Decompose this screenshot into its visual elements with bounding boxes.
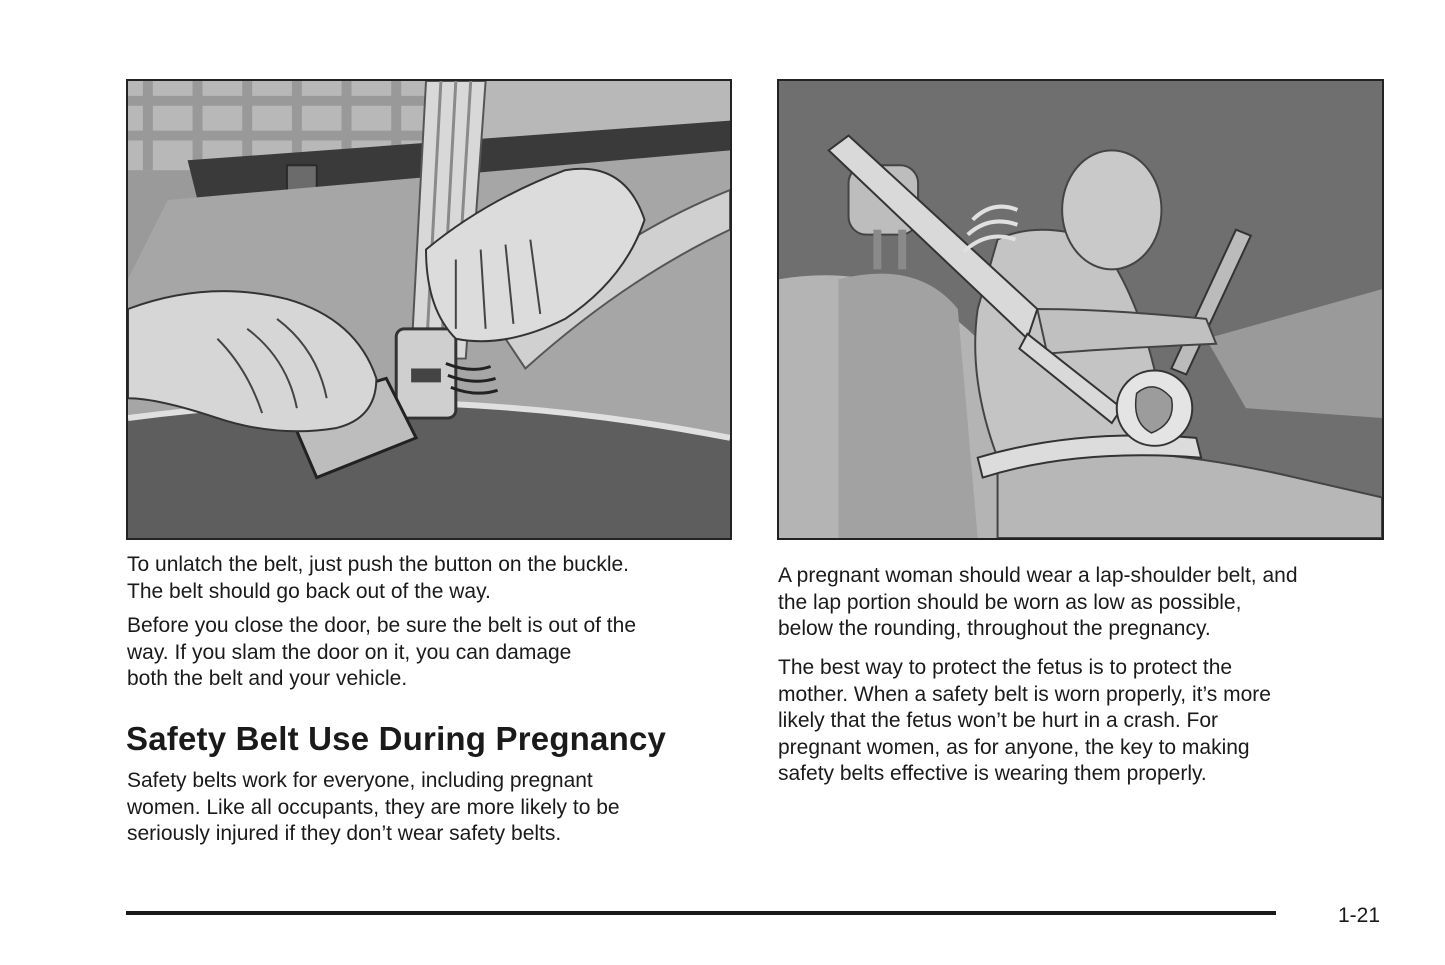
seat-belt-unlatch-illustration [126,79,732,540]
section-heading: Safety Belt Use During Pregnancy [126,720,667,757]
unlatch-instructions-paragraph: To unlatch the belt, just push the button on the buckle. The belt should go back out of the way. [127,553,630,603]
pregnant-woman-belt-illustration [777,79,1384,540]
footer-rule [126,911,1276,915]
pregnancy-intro-paragraph: Safety belts work for everyone, including pregnant women. Like all occupants, they are more likely to be seriously injured if they don’t wear safety belts. [127,769,620,845]
pregnant-woman-belt-drawing [779,81,1382,538]
page-number: 1-21 [1338,904,1381,927]
protect-fetus-paragraph: The best way to protect the fetus is to protect the mother. When a safety belt is worn properly, it’s more likely that the fetus won’t be hurt in a crash. For pregnant women, as for anyone, the key to making safety belts effective is wearing them properly. [778,656,1271,785]
lap-shoulder-belt-paragraph: A pregnant woman should wear a lap-shoulder belt, and the lap portion should be worn as low as possible, below the rounding, throughout the pregnancy. [778,564,1298,640]
close-door-warning-paragraph: Before you close the door, be sure the belt is out of the way. If you slam the door on it, you can damage both the belt and your vehicle. [127,614,636,690]
seat-belt-unlatch-drawing [128,81,730,538]
